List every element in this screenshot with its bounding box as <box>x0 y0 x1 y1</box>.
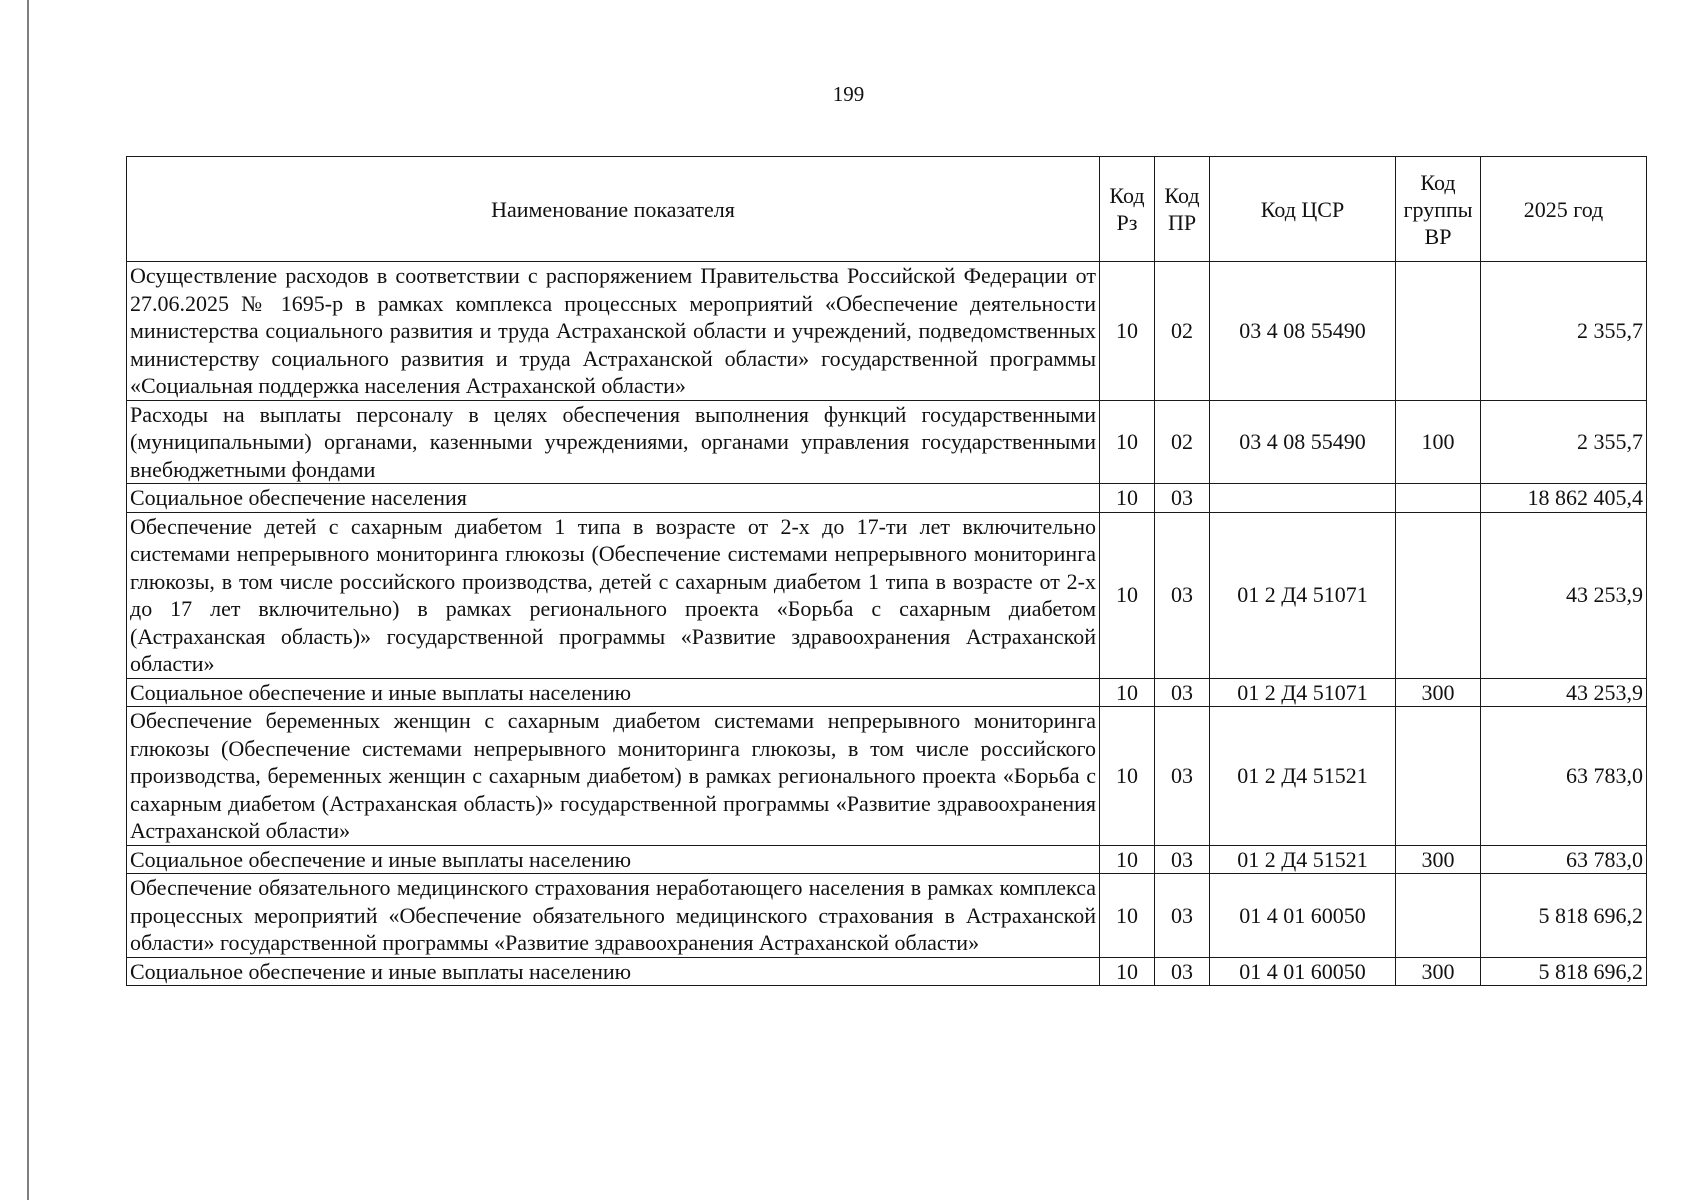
row-csr: 03 4 08 55490 <box>1210 400 1396 484</box>
row-rz: 10 <box>1100 707 1155 846</box>
table-row <box>127 707 1647 846</box>
row-rz: 10 <box>1100 400 1155 484</box>
row-csr: 03 4 08 55490 <box>1210 262 1396 401</box>
row-amount: 63 783,0 <box>1481 845 1647 874</box>
row-name: Осуществление расходов в соответствии с распоряжением Правительства Российской Федерации от 27.06.2025 № 1695-р в рамках комплекса процессных мероприятий «Обеспечение деятельности министерства социального развития и труда Астраханской области и учреждений, подведомственных министерству социального развития и труда Астраханской области» государственной программы «Социальная поддержка населения Астраханской области» <box>127 262 1100 401</box>
row-csr: 01 4 01 60050 <box>1210 957 1396 986</box>
table-row <box>127 512 1647 678</box>
row-name: Обеспечение детей с сахарным диабетом 1 типа в возрасте от 2-х до 17-ти лет включительно системами непрерывного мониторинга глюкозы (Обеспечение системами непрерывного мониторинга глюкозы, в том числе российского производства, детей с сахарным диабетом 1 типа в возрасте от 2-х до 17 лет включительно) в рамках регионального проекта «Борьба с сахарным диабетом (Астраханская область)» государственной программы «Развитие здравоохранения Астраханской области» <box>127 512 1100 678</box>
header-name: Наименование показателя <box>127 157 1100 262</box>
table-body <box>127 262 1647 986</box>
row-pr: 02 <box>1155 262 1210 401</box>
row-amount: 2 355,7 <box>1481 262 1647 401</box>
row-csr: 01 2 Д4 51071 <box>1210 512 1396 678</box>
row-vr: 300 <box>1396 678 1481 707</box>
row-name: Обеспечение беременных женщин с сахарным диабетом системами непрерывного мониторинга глюкозы (Обеспечение системами непрерывного мониторинга глюкозы, в том числе российского производства, беременных женщин с сахарным диабетом) в рамках регионального проекта «Борьба с сахарным диабетом (Астраханская область)» государственной программы «Развитие здравоохранения Астраханской области» <box>127 707 1100 846</box>
row-csr: 01 2 Д4 51071 <box>1210 678 1396 707</box>
row-rz: 10 <box>1100 874 1155 958</box>
row-pr: 03 <box>1155 957 1210 986</box>
row-name: Обеспечение обязательного медицинского страхования неработающего населения в рамках комплекса процессных мероприятий «Обеспечение обязательного медицинского страхования в Астраханской области» государственной программы «Развитие здравоохранения Астраханской области» <box>127 874 1100 958</box>
page-number: 199 <box>832 82 865 106</box>
header-year: 2025 год <box>1481 157 1647 262</box>
row-amount: 5 818 696,2 <box>1481 874 1647 958</box>
row-amount: 63 783,0 <box>1481 707 1647 846</box>
header-pr: Код ПР <box>1155 157 1210 262</box>
row-csr: 01 2 Д4 51521 <box>1210 845 1396 874</box>
table-row <box>127 678 1647 707</box>
row-rz: 10 <box>1100 484 1155 513</box>
row-vr <box>1396 484 1481 513</box>
table-row <box>127 957 1647 986</box>
row-pr: 03 <box>1155 874 1210 958</box>
row-vr: 300 <box>1396 957 1481 986</box>
row-pr: 03 <box>1155 512 1210 678</box>
row-amount: 5 818 696,2 <box>1481 957 1647 986</box>
row-name: Социальное обеспечение и иные выплаты населению <box>127 957 1100 986</box>
row-vr <box>1396 707 1481 846</box>
row-csr: 01 4 01 60050 <box>1210 874 1396 958</box>
row-vr: 100 <box>1396 400 1481 484</box>
row-rz: 10 <box>1100 678 1155 707</box>
row-pr: 03 <box>1155 707 1210 846</box>
row-vr: 300 <box>1396 845 1481 874</box>
row-pr: 03 <box>1155 845 1210 874</box>
table-row <box>127 400 1647 484</box>
row-name: Социальное обеспечение населения <box>127 484 1100 513</box>
row-vr <box>1396 262 1481 401</box>
table-row <box>127 262 1647 401</box>
header-rz: Код Рз <box>1100 157 1155 262</box>
row-csr: 01 2 Д4 51521 <box>1210 707 1396 846</box>
row-pr: 03 <box>1155 484 1210 513</box>
row-rz: 10 <box>1100 262 1155 401</box>
row-amount: 18 862 405,4 <box>1481 484 1647 513</box>
header-csr: Код ЦСР <box>1210 157 1396 262</box>
table-row <box>127 484 1647 513</box>
row-vr <box>1396 874 1481 958</box>
table-row <box>127 845 1647 874</box>
scan-margin-line <box>27 0 29 1200</box>
row-amount: 43 253,9 <box>1481 678 1647 707</box>
table-row <box>127 874 1647 958</box>
row-name: Социальное обеспечение и иные выплаты населению <box>127 845 1100 874</box>
row-vr <box>1396 512 1481 678</box>
row-pr: 03 <box>1155 678 1210 707</box>
row-rz: 10 <box>1100 845 1155 874</box>
row-amount: 2 355,7 <box>1481 400 1647 484</box>
table-header <box>127 157 1647 262</box>
row-csr <box>1210 484 1396 513</box>
row-rz: 10 <box>1100 512 1155 678</box>
row-rz: 10 <box>1100 957 1155 986</box>
row-name: Социальное обеспечение и иные выплаты населению <box>127 678 1100 707</box>
row-pr: 02 <box>1155 400 1210 484</box>
header-vr: Код группы ВР <box>1396 157 1481 262</box>
budget-table <box>126 156 1647 986</box>
row-amount: 43 253,9 <box>1481 512 1647 678</box>
header-row <box>127 157 1647 262</box>
row-name: Расходы на выплаты персоналу в целях обеспечения выполнения функций государственными (муниципальными) органами, казенными учреждениями, органами управления государственными внебюджетными фондами <box>127 400 1100 484</box>
